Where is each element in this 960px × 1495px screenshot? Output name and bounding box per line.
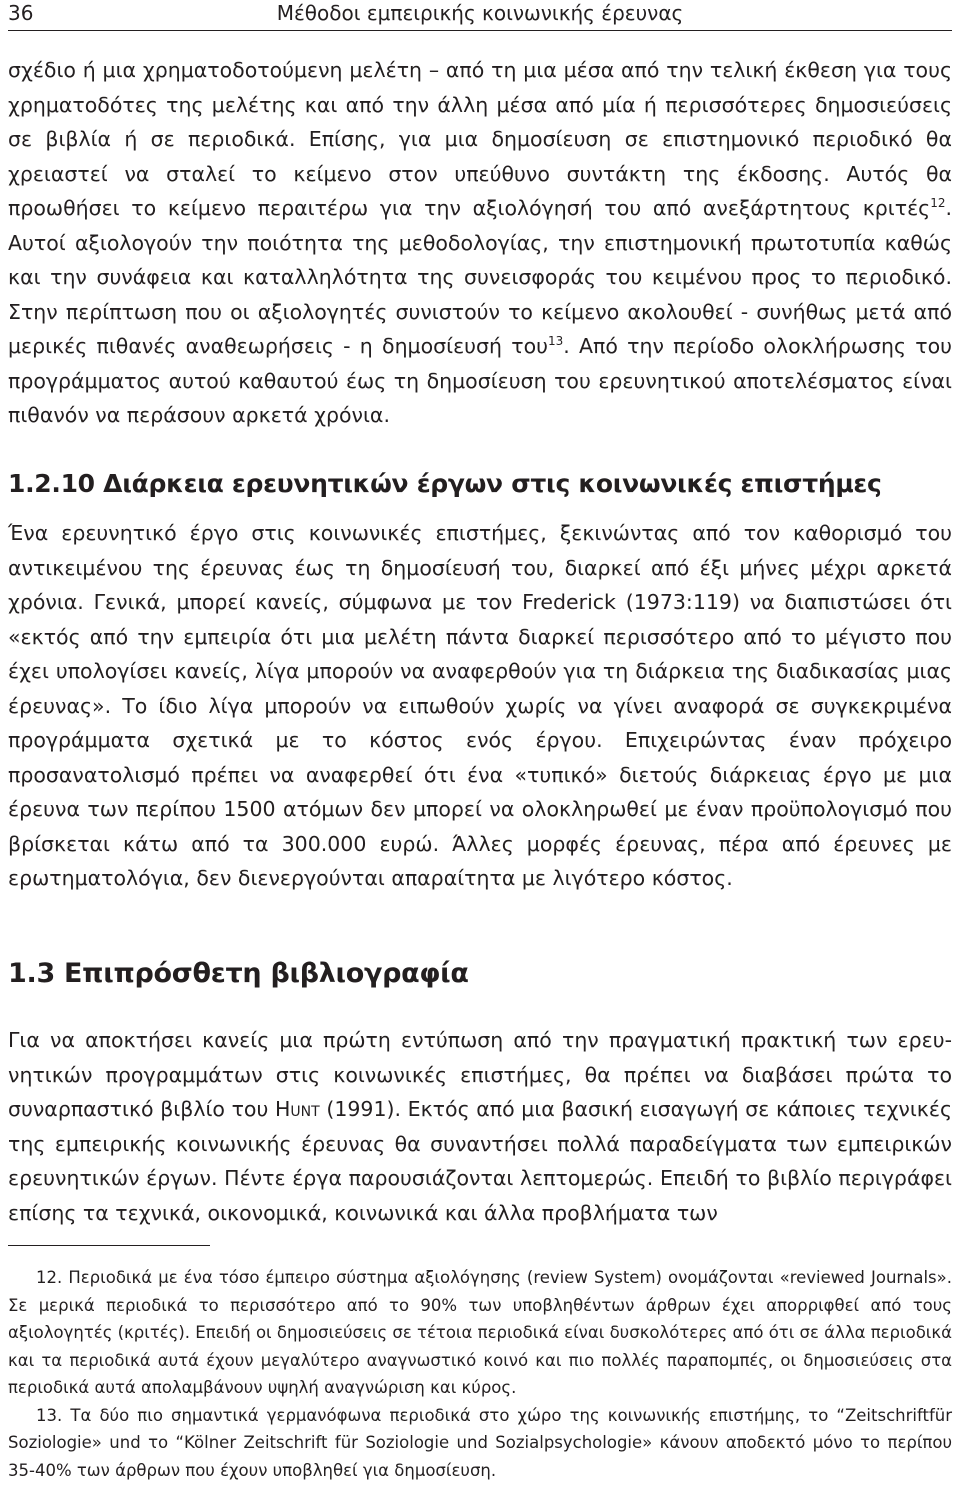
footnote-number: 12. bbox=[36, 1268, 63, 1287]
paragraph-text: . Από την περίοδο ολοκλήρωσης του προγράμματος αυτού καθαυτού έως τη δημοσίευση του ερευνητικού αποτελέσματος είναι πιθανόν να περάσουν αρκετά χρόνια. bbox=[8, 334, 952, 427]
running-header bbox=[8, 0, 952, 31]
paragraph-text: σχέδιο ή μια χρηματοδοτούμενη μελέτη – από τη μια μέσα από την τελική έκθεση για τους χρηματοδότες της μελέτης και από την άλλη μέσα από μία ή περισσότερες δημοσιεύσεις σε βιβλία ή σε περιοδικά. Επίσης, για μια δημοσίευση σε επιστημονικό περιοδικό θα χρειαστεί να σταλεί το κείμενο στον υπεύθυνο συντάκτη της έκδοσης. Αυτός θα προωθήσει το κείμενο περαιτέρω για την αξιολόγησή του από ανεξάρτητους κριτές bbox=[8, 58, 952, 220]
running-title: Μέθοδοι εμπειρικής κοινωνικής έρευνας bbox=[276, 1, 684, 25]
section-heading-1-2-10: 1.2.10 Διάρκεια ερευνητικών έργων στις κοινωνικές επιστήμες bbox=[8, 469, 882, 498]
body-paragraph-intro bbox=[8, 53, 952, 433]
footnote-divider bbox=[8, 1245, 210, 1246]
footnote-text: Τα δύο πιο σημαντικά γερμανόφωνα περιοδικά στο χώρο της κοινωνικής επιστήμης, το “Zeitschriftfür Soziologie» und το “Kölner Zeitschrift für Soziologie und Sozialpsychologie» κάνουν αποδεκτό μόνο το περίπου 35-40% των άρθρων που έχουν υποβληθεί για δημοσίευση. bbox=[8, 1405, 953, 1480]
paragraph-text: Για να αποκτήσει κανείς μια πρώτη εντύπωση από την πραγματική πρακτική των ερευνητικών προγραμμάτων στις κοινωνικές επιστήμες, θα πρέπει να διαβάσει πρώτα το συναρπαστικό βιβλίο του bbox=[8, 1028, 952, 1121]
section-heading-1-3: 1.3 Επιπρόσθετη βιβλιογραφία bbox=[8, 958, 469, 989]
footnote-ref-13[interactable]: 13 bbox=[547, 334, 564, 349]
body-paragraph-bibliography bbox=[8, 1023, 952, 1230]
paragraph-text: . Αυτοί αξιολογούν την ποιότητα της μεθοδολογίας, την επιστημονική πρωτοτυπία καθώς και την συνάφεια και καταλληλότητα της συνεισφοράς του κειμένου προς το περιοδικό. Στην περίπτωση που οι αξιολογητές συνιστούν το κείμενο ακολουθεί - συνήθως μετά από μερικές πιθανές αναθεωρήσεις - η δημοσίευσή του bbox=[8, 196, 952, 358]
footnote-text: Περιοδικά με ένα τόσο έμπειρο σύστημα αξιολόγησης (review System) ονομάζονται «reviewed Journals». Σε μερικά περιοδικά το περισσότερο από το 90% των υποβληθέντων άρθρων έχει απορριφθεί από τους αξιολογητές (κριτές). Επειδή οι δημοσιεύσεις σε τέτοια περιοδικά είναι δυσκολότερες από ότι σε άλλα περιοδικά και τα περιοδικά αυτά έχουν μεγαλύτερο αναγνωστικό κοινό και πιο πολλές παραπομπές, οι δημοσιεύσεις στα περιοδικά αυτά απολαμβάνουν υψηλή αναγνώριση και κύρος. bbox=[8, 1268, 952, 1397]
footnotes bbox=[8, 1245, 952, 1484]
page-number: 36 bbox=[8, 1, 34, 25]
footnote-number: 13. bbox=[36, 1405, 63, 1425]
footnote-ref-12[interactable]: 12 bbox=[930, 196, 946, 211]
body-paragraph-duration: Ένα ερευνητικό έργο στις κοινωνικές επιστήμες, ξεκινώντας από τον καθορισμό του αντικειμένου της έρευνας έως τη δημοσίευσή του, διαρκεί από έξι μήνες μέχρι αρκετά χρόνια. Γενικά, μπορεί κανείς, σύμφωνα με τον Frederick (1973:119) να διαπιστώσει ότι «εκτός από την εμπειρία ότι μια μελέτη πάντα διαρκεί περισσότερο από το μέγιστο που έχει υπολογίσει κανείς, λίγα μπορούν να αναφερθούν για τη διάρκεια της διαδικασίας μιας έρευνας». Το ίδιο λίγα μπορούν να ειπωθούν χωρίς να γίνει αναφορά σε συγκεκριμένα προγράμματα σχετικά με το κόστος ενός έργου. Επιχειρώντας έναν πρόχειρο προσανατολισμό πρέπει να αναφερθεί ότι ένα «τυπικό» διετούς διάρκειας έργο με μια έρευνα των περίπου 1500 ατόμων δεν μπορεί να ολοκληρωθεί με έναν προϋπολογισμό που βρίσκεται κάτω από τα 300.000 ευρώ. Άλλες μορφές έρευνας, πέρα από έρευνες με ερωτηματολόγια, δεν διενεργούνται απαραίτητα με λιγότερο κόστος. bbox=[8, 521, 952, 890]
footnote-12 bbox=[8, 1264, 952, 1402]
footnote-13 bbox=[8, 1402, 952, 1485]
author-name: Hunt bbox=[274, 1097, 320, 1121]
paragraph-text: (1991). Εκτός από μια βασική εισαγωγή σε κάποιες τεχνικές της εμπειρικής κοινωνικής έρευνας θα συναντήσει πολλά παραδείγματα των εμπειρικών ερευνητικών έργων. Πέντε έργα παρουσιάζονται λεπτομερώς. Επειδή το βιβλίο περιγράφει επίσης τα τεχνικά, οικονομικά, κοινωνικά και άλλα προβλήματα των bbox=[8, 1097, 952, 1225]
